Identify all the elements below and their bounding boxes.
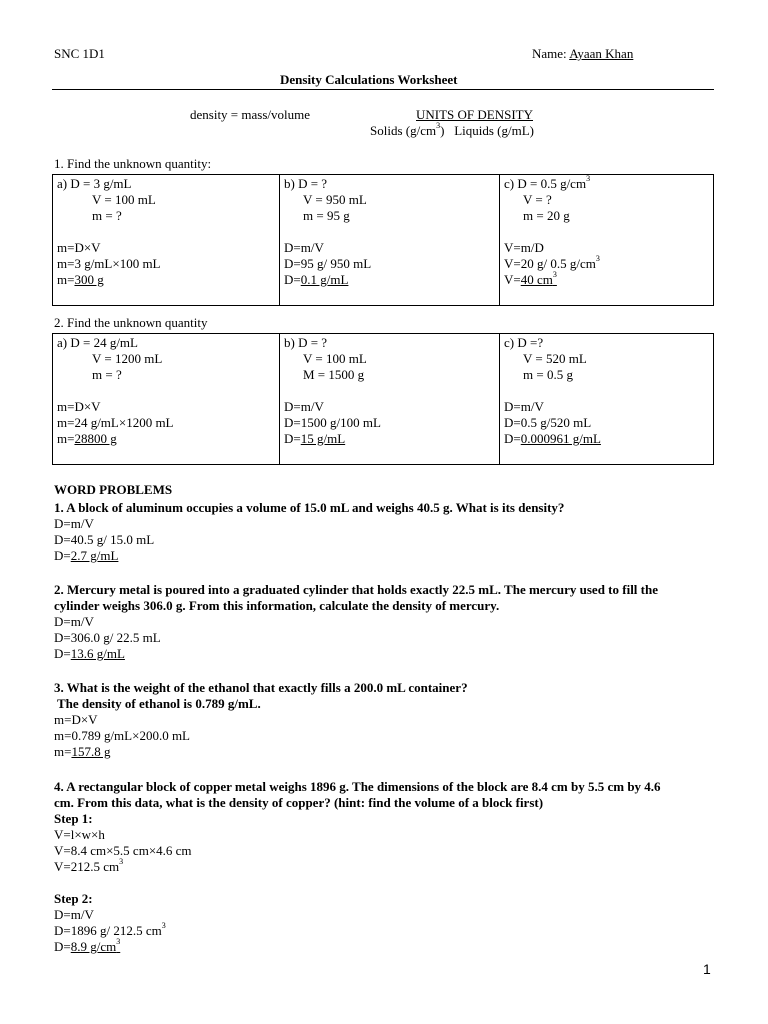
q2c-work-formula: D=m/V (504, 399, 544, 414)
wp3-work-formula: m=D×V (54, 712, 98, 727)
q2a-given-d: a) D = 24 g/mL (57, 335, 138, 350)
q1-cell-a (53, 175, 279, 305)
q2c-work-sub: D=0.5 g/520 mL (504, 415, 592, 430)
wp2-answer-value: 13.6 g/mL (70, 646, 125, 661)
q1c-given-d (504, 176, 713, 192)
q1c-sup: 3 (586, 174, 591, 183)
q2a-answer (57, 431, 279, 447)
wp4-answer-prefix: D= (54, 939, 71, 954)
q1c-work-sub (504, 256, 713, 272)
q2a-work-formula: m=D×V (57, 399, 101, 414)
student-name (532, 46, 633, 62)
wp4-step1-result-text: V=212.5 cm (54, 859, 120, 874)
wp3-answer-value: 157.8 g (71, 744, 111, 759)
solids-sup: 3 (436, 121, 441, 130)
density-formula: density = mass/volume (190, 107, 310, 122)
q2-cell-b (279, 334, 499, 464)
q1b-given-v: V = 950 mL (303, 192, 367, 207)
course-code: SNC 1D1 (54, 46, 105, 61)
q2c-answer (504, 431, 713, 447)
wp4-question-line1: 4. A rectangular block of copper metal weighs 1896 g. The dimensions of the block are 8.4 cm by 5.5 cm by 4.6 (54, 779, 661, 794)
solids-close: ) (440, 123, 445, 138)
q1c-given-d-text: c) D = 0.5 g/cm (504, 176, 587, 191)
word-problem-2 (54, 582, 714, 662)
q2b-answer-prefix: D= (284, 431, 301, 446)
wp3-question-line1: 3. What is the weight of the ethanol that exactly fills a 200.0 mL container? (54, 680, 468, 695)
q2a-given-m: m = ? (92, 367, 122, 382)
word-problem-3 (54, 680, 714, 760)
wp3-question-line2: The density of ethanol is 0.789 g/mL. (54, 696, 261, 711)
q1a-given-d: a) D = 3 g/mL (57, 176, 132, 191)
wp1-answer (54, 548, 714, 564)
q1c-given-m: m = 20 g (523, 208, 570, 223)
page-title: Density Calculations Worksheet (280, 72, 458, 87)
q1a-given-v: V = 100 mL (92, 192, 156, 207)
wp4-question-line2: cm. From this data, what is the density of copper? (hint: find the volume of a block first) (54, 795, 544, 810)
q1c-work-formula: V=m/D (504, 240, 544, 255)
wp1-answer-prefix: D= (54, 548, 71, 563)
wp4-step1-sup: 3 (119, 857, 124, 866)
wp4-step2-sub-text: D=1896 g/ 212.5 cm (54, 923, 162, 938)
q2b-given-m: M = 1500 g (303, 367, 365, 382)
wp4-step1-result (54, 859, 714, 875)
wp4-answer-value: 8.9 $g/cm^3$ (70, 937, 121, 954)
q2a-given-v: V = 1200 mL (92, 351, 163, 366)
wp1-work-formula: D=m/V (54, 516, 94, 531)
q1-table (52, 174, 714, 306)
units-title: UNITS OF DENSITY (416, 107, 533, 122)
q1c-answer (504, 272, 713, 288)
q1-heading: 1. Find the unknown quantity: (54, 156, 212, 171)
q1-cell-b (279, 175, 499, 305)
q2a-work-sub: m=24 g/mL×1200 mL (57, 415, 174, 430)
q2c-given-v: V = 520 mL (523, 351, 587, 366)
solids-units: Solids (g/cm (370, 123, 437, 138)
q1b-given-d: b) D = ? (284, 176, 328, 191)
liquids-units: Liquids (g/mL) (454, 123, 534, 138)
units-line (370, 123, 534, 139)
q1b-work-formula: D=m/V (284, 240, 324, 255)
page-number: 1 (703, 961, 711, 977)
q1a-answer-prefix: m= (57, 272, 75, 287)
wp3-work-sub: m=0.789 g/mL×200.0 mL (54, 728, 190, 743)
q1b-answer-prefix: D= (284, 272, 301, 287)
q2-cell-a (53, 334, 279, 464)
q1a-work-sub: m=3 g/mL×100 mL (57, 256, 161, 271)
q2b-answer-value: 15 g/mL (300, 431, 346, 446)
wp2-work-formula: D=m/V (54, 614, 94, 629)
q1b-answer (284, 272, 499, 288)
q1a-given-m: m = ? (92, 208, 122, 223)
q1a-answer-value: 300 g (74, 272, 104, 287)
wp2-answer (54, 646, 714, 662)
q2c-given-m: m = 0.5 g (523, 367, 573, 382)
wp3-answer (54, 744, 714, 760)
wp2-answer-prefix: D= (54, 646, 71, 661)
wp2-work-sub: D=306.0 g/ 22.5 mL (54, 630, 161, 645)
q1b-given-m: m = 95 g (303, 208, 350, 223)
word-problems-heading: WORD PROBLEMS (54, 482, 173, 497)
wp1-question: 1. A block of aluminum occupies a volume of 15.0 mL and weighs 40.5 g. What is its density? (54, 500, 565, 515)
wp2-question-line1: 2. Mercury metal is poured into a graduated cylinder that holds exactly 22.5 mL. The mercury used to fill the (54, 582, 658, 597)
q2b-given-d: b) D = ? (284, 335, 328, 350)
wp4-step2-label: Step 2: (54, 891, 93, 906)
q1c-answer-prefix: V= (504, 272, 521, 287)
wp3-answer-prefix: m= (54, 744, 72, 759)
q2b-work-sub: D=1500 g/100 mL (284, 415, 381, 430)
q1c-answer-value: 40 $cm^3$ (520, 270, 557, 287)
name-label: Name: (532, 46, 570, 61)
q1a-answer (57, 272, 279, 288)
q2b-work-formula: D=m/V (284, 399, 324, 414)
wp4-step1-label: Step 1: (54, 811, 93, 826)
wp4-step2-sub (54, 923, 714, 939)
q2b-answer (284, 431, 499, 447)
wp4-step2-formula: D=m/V (54, 907, 94, 922)
name-value: Ayaan Khan (569, 46, 634, 61)
word-problem-4 (54, 779, 714, 955)
q1c-work-sub-text: V=20 g/ 0.5 g/cm (504, 256, 596, 271)
wp4-answer (54, 939, 714, 955)
wp1-answer-value: 2.7 g/mL (70, 548, 119, 563)
q2-table (52, 333, 714, 465)
q1c-work-sup: 3 (595, 254, 600, 263)
wp4-step1-sub: V=8.4 cm×5.5 cm×4.6 cm (54, 843, 192, 858)
wp4-step2-sup: 3 (161, 921, 166, 930)
q1b-work-sub: D=95 g/ 950 mL (284, 256, 372, 271)
title-divider (52, 89, 714, 90)
q2a-answer-value: 28800 g (74, 431, 117, 446)
word-problem-1 (54, 500, 714, 564)
wp4-step1-formula: V=l×w×h (54, 827, 105, 842)
q2-cell-c (499, 334, 713, 464)
q1c-given-v: V = ? (523, 192, 552, 207)
q1b-answer-value: 0.1 g/mL (300, 272, 349, 287)
wp1-work-sub: D=40.5 g/ 15.0 mL (54, 532, 155, 547)
q2-heading: 2. Find the unknown quantity (54, 315, 208, 330)
q2c-answer-prefix: D= (504, 431, 521, 446)
q2b-given-v: V = 100 mL (303, 351, 367, 366)
q2c-answer-value: 0.000961 g/mL (520, 431, 601, 446)
q1-cell-c (499, 175, 713, 305)
q1a-work-formula: m=D×V (57, 240, 101, 255)
q2a-answer-prefix: m= (57, 431, 75, 446)
q2c-given-d: c) D =? (504, 335, 544, 350)
wp2-question-line2: cylinder weighs 306.0 g. From this information, calculate the density of mercury. (54, 598, 500, 613)
